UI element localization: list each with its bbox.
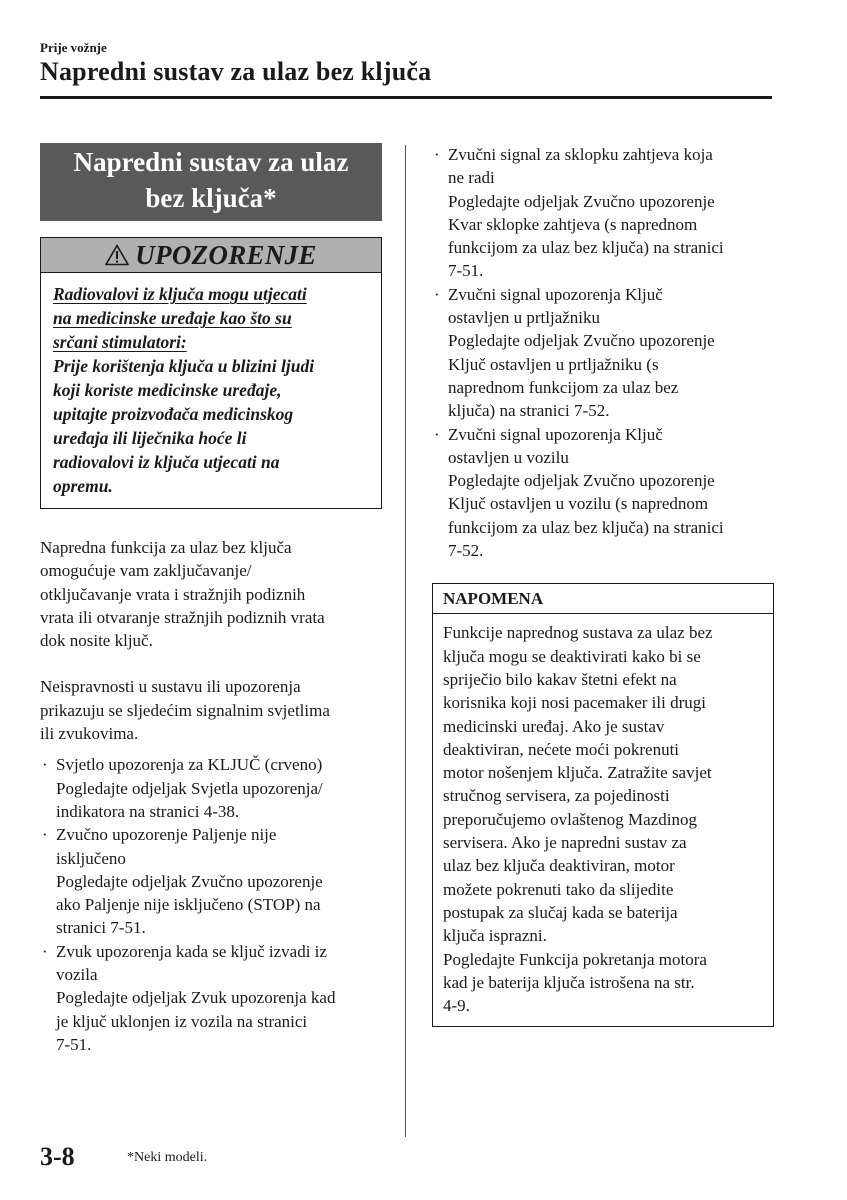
text-line: Zvučni signal za sklopku zahtjeva koja: [448, 145, 713, 164]
text-line: otključavanje vrata i stražnjih podiznih: [40, 584, 306, 604]
text-line: preporučujemo ovlaštenog Mazdinog: [443, 809, 697, 829]
text-line: naprednom funkcijom za ulaz bez: [448, 377, 679, 397]
text-line: isključeno: [56, 848, 126, 868]
text-line: postupak za slučaj kada se baterija: [443, 902, 678, 922]
warning-line: koji koriste medicinske uređaje,: [53, 380, 282, 400]
left-column: [40, 143, 382, 1056]
text-line: kad je baterija ključa istrošena na str.: [443, 972, 695, 992]
text-line: ili zvukovima.: [40, 724, 139, 744]
warning-line: uređaja ili liječnika hoće li: [53, 428, 247, 448]
warning-line: radiovalovi iz ključa utjecati na: [53, 452, 280, 472]
warning-line: na medicinske uređaje kao što su: [53, 308, 292, 328]
text-line: motor nošenjem ključa. Zatražite savjet: [443, 763, 712, 783]
warning-box: [40, 237, 382, 509]
list-item: [40, 753, 382, 823]
right-column: [432, 143, 774, 1027]
text-line: Pogledajte odjeljak Zvuk upozorenja kad: [56, 988, 336, 1008]
text-line: 7-52.: [448, 541, 484, 561]
text-line: funkcijom za ulaz bez ključa) na stranici: [448, 517, 724, 537]
text-line: ulaz bez ključa deaktiviran, motor: [443, 856, 675, 876]
section-heading-box: [40, 143, 382, 221]
text-line: Pogledajte odjeljak Svjetla upozorenja/: [56, 778, 323, 798]
text-line: prikazuju se sljedećim signalnim svjetlima: [40, 700, 330, 720]
warning-line: upitajte proizvođača medicinskog: [53, 404, 294, 424]
warning-line: Radiovalovi iz ključa mogu utjecati: [53, 284, 307, 304]
warning-line: Prije korištenja ključa u blizini ljudi: [53, 356, 315, 376]
text-line: ostavljen u vozilu: [448, 447, 569, 467]
signal-list: [432, 143, 774, 562]
warning-body: [41, 273, 381, 508]
heading-line: bez ključa*: [145, 183, 277, 213]
warning-header: [41, 238, 381, 273]
warning-triangle-icon: [105, 244, 129, 266]
note-box: [432, 583, 774, 1027]
text-line: ključa) na stranici 7-52.: [448, 401, 610, 421]
text-line: 4-9.: [443, 996, 470, 1016]
bullet-dot: ·: [434, 424, 440, 444]
text-line: dok nosite ključ.: [40, 631, 153, 651]
text-line: korisnika koji nosi pacemaker ili drugi: [443, 693, 706, 713]
bullet-dot: ·: [42, 825, 48, 845]
text-line: možete pokrenuti tako da slijedite: [443, 879, 674, 899]
text-line: Zvučni signal upozorenja Ključ: [448, 424, 663, 444]
page-title: Napredni sustav za ulaz bez ključa: [40, 57, 432, 86]
list-item: [432, 143, 774, 283]
text-line: medicinski uređaj. Ako je sustav: [443, 716, 665, 736]
page-number: 3-8: [40, 1142, 75, 1171]
section-label: Prije vožnje: [40, 40, 107, 55]
text-line: Pogledajte odjeljak Zvučno upozorenje: [56, 871, 323, 891]
list-item: [40, 940, 382, 1056]
bullet-dot: ·: [434, 284, 440, 304]
list-item: [432, 283, 774, 423]
intro-paragraph: [40, 536, 382, 652]
text-line: Zvučni signal upozorenja Ključ: [448, 284, 663, 304]
note-body: [433, 614, 773, 1026]
text-line: stranici 7-51.: [56, 918, 146, 938]
text-line: ako Paljenje nije isključeno (STOP) na: [56, 895, 321, 915]
text-line: deaktiviran, nećete moći pokrenuti: [443, 739, 680, 759]
note-title: NAPOMENA: [433, 584, 773, 614]
text-line: indikatora na stranici 4-38.: [56, 801, 240, 821]
bullet-dot: ·: [434, 145, 440, 164]
list-item: [40, 823, 382, 939]
warning-title: UPOZORENJE: [135, 239, 317, 270]
signals-paragraph: [40, 675, 382, 745]
text-line: ostavljen u prtljažniku: [448, 308, 601, 328]
heading-line: Napredni sustav za ulaz: [73, 147, 349, 177]
text-line: 7-51.: [56, 1034, 92, 1054]
text-line: omogućuje vam zaključavanje/: [40, 561, 252, 581]
text-line: Pogledajte odjeljak Zvučno upozorenje: [448, 331, 715, 351]
text-line: stručnog servisera, za pojedinosti: [443, 786, 670, 806]
list-item: [432, 423, 774, 563]
column-divider: [405, 145, 406, 1137]
text-line: spriječio bilo kakav štetni efekt na: [443, 669, 677, 689]
text-line: ključa isprazni.: [443, 926, 547, 946]
text-line: funkcijom za ulaz bez ključa) na stranici: [448, 238, 724, 258]
text-line: Napredna funkcija za ulaz bez ključa: [40, 538, 292, 557]
text-line: Kvar sklopke zahtjeva (s naprednom: [448, 214, 698, 234]
title-rule: [40, 96, 772, 99]
text-line: Ključ ostavljen u prtljažniku (s: [448, 354, 659, 374]
text-line: je ključ uklonjen iz vozila na stranici: [56, 1011, 308, 1031]
text-line: Svjetlo upozorenja za KLJUČ (crveno): [56, 755, 323, 775]
footnote: *Neki modeli.: [127, 1150, 208, 1165]
text-line: ključa mogu se deaktivirati kako bi se: [443, 646, 701, 666]
text-line: servisera. Ako je napredni sustav za: [443, 833, 687, 853]
warning-line: opremu.: [53, 476, 113, 496]
text-line: Zvučno upozorenje Paljenje nije: [56, 825, 277, 845]
text-line: Funkcije naprednog sustava za ulaz bez: [443, 623, 713, 643]
text-line: Neispravnosti u sustavu ili upozorenja: [40, 677, 301, 697]
text-line: Pogledajte odjeljak Zvučno upozorenje: [448, 191, 715, 211]
signal-list: [40, 753, 382, 1056]
text-line: Pogledajte Funkcija pokretanja motora: [443, 949, 707, 969]
text-line: vrata ili otvaranje stražnjih podiznih vrata: [40, 607, 325, 627]
bullet-dot: ·: [42, 941, 48, 961]
text-line: ne radi: [448, 168, 495, 188]
text-line: 7-51.: [448, 261, 484, 281]
bullet-dot: ·: [42, 755, 48, 775]
warning-line: srčani stimulatori:: [53, 332, 187, 352]
text-line: Ključ ostavljen u vozilu (s naprednom: [448, 494, 709, 514]
text-line: vozila: [56, 965, 98, 985]
text-line: Zvuk upozorenja kada se ključ izvadi iz: [56, 941, 327, 961]
text-line: Pogledajte odjeljak Zvučno upozorenje: [448, 471, 715, 491]
